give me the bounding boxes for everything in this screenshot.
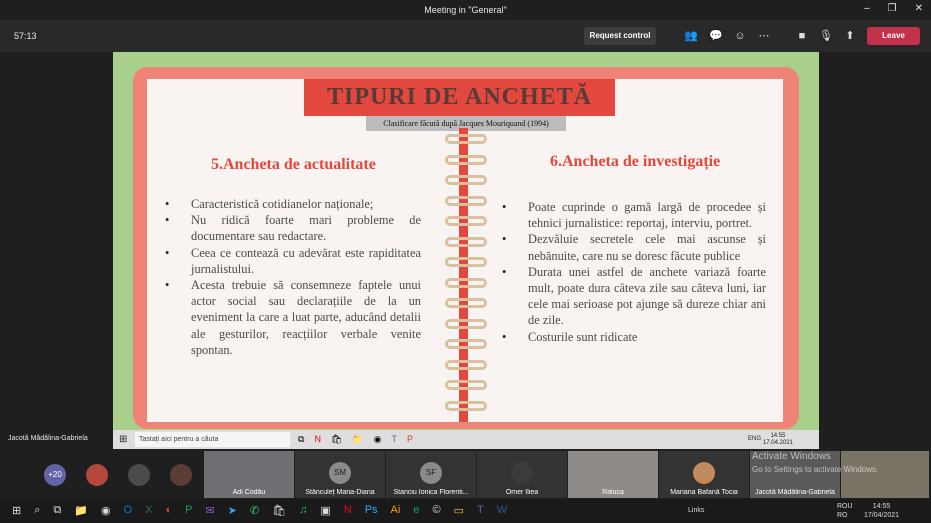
share-icon[interactable]: ⬆ [845, 30, 855, 42]
host-clock[interactable] [864, 502, 899, 520]
notebook-ring [445, 155, 487, 165]
presenter-name: Jacotă Mădălina-Gabriela [8, 435, 88, 442]
participant-name: Raluca [602, 489, 624, 496]
participant-tile[interactable] [568, 451, 658, 498]
task-view-icon[interactable]: ⧉ [53, 504, 62, 516]
right-column [502, 199, 766, 345]
edge-icon[interactable]: e [413, 504, 420, 516]
more-actions-icon[interactable]: ⋯ [758, 30, 770, 42]
left-column [165, 196, 421, 358]
host-date: 17/04/2021 [864, 512, 900, 519]
search-icon[interactable]: ⌕ [34, 504, 41, 516]
presenter-time: 14:55 [770, 433, 786, 439]
excel-icon[interactable]: X [145, 504, 153, 516]
meeting-toolbar [0, 20, 931, 52]
host-taskbar [0, 499, 931, 523]
links-toolbar[interactable]: Links [688, 507, 705, 514]
reactions-icon[interactable]: ☺ [734, 30, 746, 42]
chrome-icon[interactable]: ◉ [100, 505, 111, 517]
activate-windows-watermark [752, 450, 878, 476]
window-title: Meeting in "General" [424, 5, 507, 15]
notebook-spine [459, 128, 468, 422]
windows-start-icon[interactable]: ⊞ [12, 505, 22, 517]
title-bar [0, 0, 931, 20]
teams-icon[interactable]: T [476, 504, 484, 516]
task-view-icon: ⧉ [298, 434, 305, 444]
notebook-ring [445, 380, 487, 390]
outlook-icon[interactable]: O [123, 504, 133, 516]
notebook-ring [445, 196, 487, 206]
right-bullet: • Poate cuprinde o gamă largă de procedee și tehnici jurnalistice: reportaj, interviu, portret. [502, 199, 766, 231]
store-icon[interactable]: 🛍 [272, 505, 287, 517]
left-bullet: • Ceea ce contează cu adevărat este rapiditatea jurnalistului. [165, 245, 421, 277]
office-icon[interactable]: ◐ [165, 504, 173, 516]
left-heading: 5.Ancheta de actualitate [211, 156, 376, 173]
host-taskbar-apps [12, 504, 507, 517]
close-icon[interactable]: ✕ [914, 3, 923, 14]
slide-title: TIPURI DE ANCHETĂ [304, 79, 615, 116]
leave-button[interactable]: Leave [867, 27, 920, 45]
left-bullet: • Nu ridică foarte mari probleme de documentare sau redactare. [165, 212, 421, 244]
teams-icon: T [391, 434, 397, 444]
powerpoint-icon: P [406, 434, 413, 444]
participant-name: Mariana Bafană Tocia [670, 489, 738, 496]
notebook-ring [445, 339, 487, 349]
presenter-taskbar-apps [298, 434, 413, 445]
notebook-ring [445, 216, 487, 226]
chat-icon[interactable]: 💬 [709, 30, 723, 42]
right-bullet: • Dezvăluie secretele cele mai ascunse și nebănuite, care nu se doresc făcute publice [502, 231, 766, 263]
participants-icon[interactable]: 👥 [684, 30, 698, 42]
illustrator-icon[interactable]: Ai [390, 504, 401, 516]
presenter-clock [763, 433, 793, 447]
avatar[interactable] [128, 464, 150, 486]
notebook-ring [445, 360, 487, 370]
avatar[interactable] [170, 464, 192, 486]
participant-tile[interactable] [386, 451, 476, 498]
photoshop-icon[interactable]: Ps [364, 504, 378, 516]
telegram-icon[interactable]: ➤ [227, 505, 237, 517]
participant-name: Omer Iliea [505, 489, 539, 496]
notebook-ring [445, 298, 487, 308]
watermark-line: Activate Windows [752, 451, 831, 462]
avatar: SF [420, 462, 442, 484]
maximize-icon[interactable]: ❐ [887, 3, 897, 14]
participant-name: Stănculeț Maria-Diana [305, 489, 375, 496]
watermark-line: Go to Settings to activate Windows. [752, 465, 879, 474]
minimize-icon[interactable]: – [864, 3, 870, 14]
presenter-lang: ENG [747, 436, 761, 442]
circle-app-icon[interactable]: © [432, 504, 441, 516]
windows-start-icon: ⊞ [119, 434, 128, 445]
participant-tile[interactable] [477, 451, 567, 498]
notebook-ring [445, 237, 487, 247]
more-participants-button[interactable]: +20 [44, 464, 66, 486]
participant-name: Jacotă Mădălina-Gabriela [755, 489, 835, 496]
camera-icon[interactable]: ■ [798, 30, 806, 42]
netflix-icon: N [314, 434, 321, 444]
avatar [693, 462, 715, 484]
photos-icon[interactable]: ▣ [320, 505, 331, 517]
right-bullet: • Costurile sunt ridicate [502, 329, 766, 345]
participant-tile[interactable] [659, 451, 749, 498]
participant-name: Adi Codău [232, 489, 266, 496]
spotify-icon[interactable]: ♫ [299, 504, 308, 516]
window-controls [864, 3, 923, 14]
host-lang-line: ROU [837, 503, 853, 510]
netflix-icon[interactable]: N [343, 504, 352, 516]
folder-icon: 📁 [352, 434, 364, 444]
presenter-taskbar [113, 430, 819, 449]
presenter-date: 17.04.2021 [762, 440, 793, 446]
host-time: 14:55 [872, 503, 891, 510]
file-explorer-icon[interactable]: 📁 [74, 505, 88, 517]
store-icon: 🛍 [330, 434, 343, 444]
participant-name: Stanciu Ionica Florenti... [393, 489, 469, 496]
host-lang[interactable] [837, 502, 853, 520]
notebook-ring [445, 401, 487, 411]
left-bullet: • Caracteristică cotidianelor naționale; [165, 196, 421, 212]
participant-tile[interactable] [295, 451, 385, 498]
mic-off-icon[interactable]: 🎙 [819, 30, 833, 42]
notebook-ring [445, 278, 487, 288]
participant-tile[interactable] [204, 451, 294, 498]
taskbar-search: Tastați aici pentru a căuta [135, 432, 290, 447]
chrome-icon: ◉ [373, 434, 382, 444]
slide-subtitle: Clasificare făcută după Jacques Mouriquand (1994) [366, 116, 566, 131]
word-icon[interactable]: W [496, 504, 508, 516]
whatsapp-icon[interactable]: ✆ [249, 505, 260, 517]
meeting-timer: 57:13 [14, 31, 37, 41]
avatar: SM [329, 462, 351, 484]
notebook-ring [445, 319, 487, 329]
avatar [511, 462, 533, 484]
folder-icon[interactable]: ▭ [453, 505, 464, 517]
right-heading: 6.Ancheta de investigație [550, 153, 721, 170]
messenger-icon[interactable]: ✉ [205, 505, 215, 517]
host-lang-line: RO [837, 512, 848, 519]
left-bullet: • Acesta trebuie să consemneze faptele unui actor social sau declarațiile de la un eveniment la care a luat parte, aducând detalii ale gesturilor, reacțiilor verbale venite spontan. [165, 277, 421, 358]
publisher-icon[interactable]: P [185, 504, 193, 516]
notebook-ring [445, 175, 487, 185]
notebook-ring [445, 257, 487, 267]
notebook-ring [445, 134, 487, 144]
right-bullet: • Durata unei astfel de anchete variază foarte mult, poate dura câteva zile sau câteva luni, iar cele mai serioase pot ajunge să dureze chiar ani de zile. [502, 264, 766, 329]
request-control-button[interactable]: Request control [584, 27, 656, 45]
avatar[interactable] [86, 464, 108, 486]
